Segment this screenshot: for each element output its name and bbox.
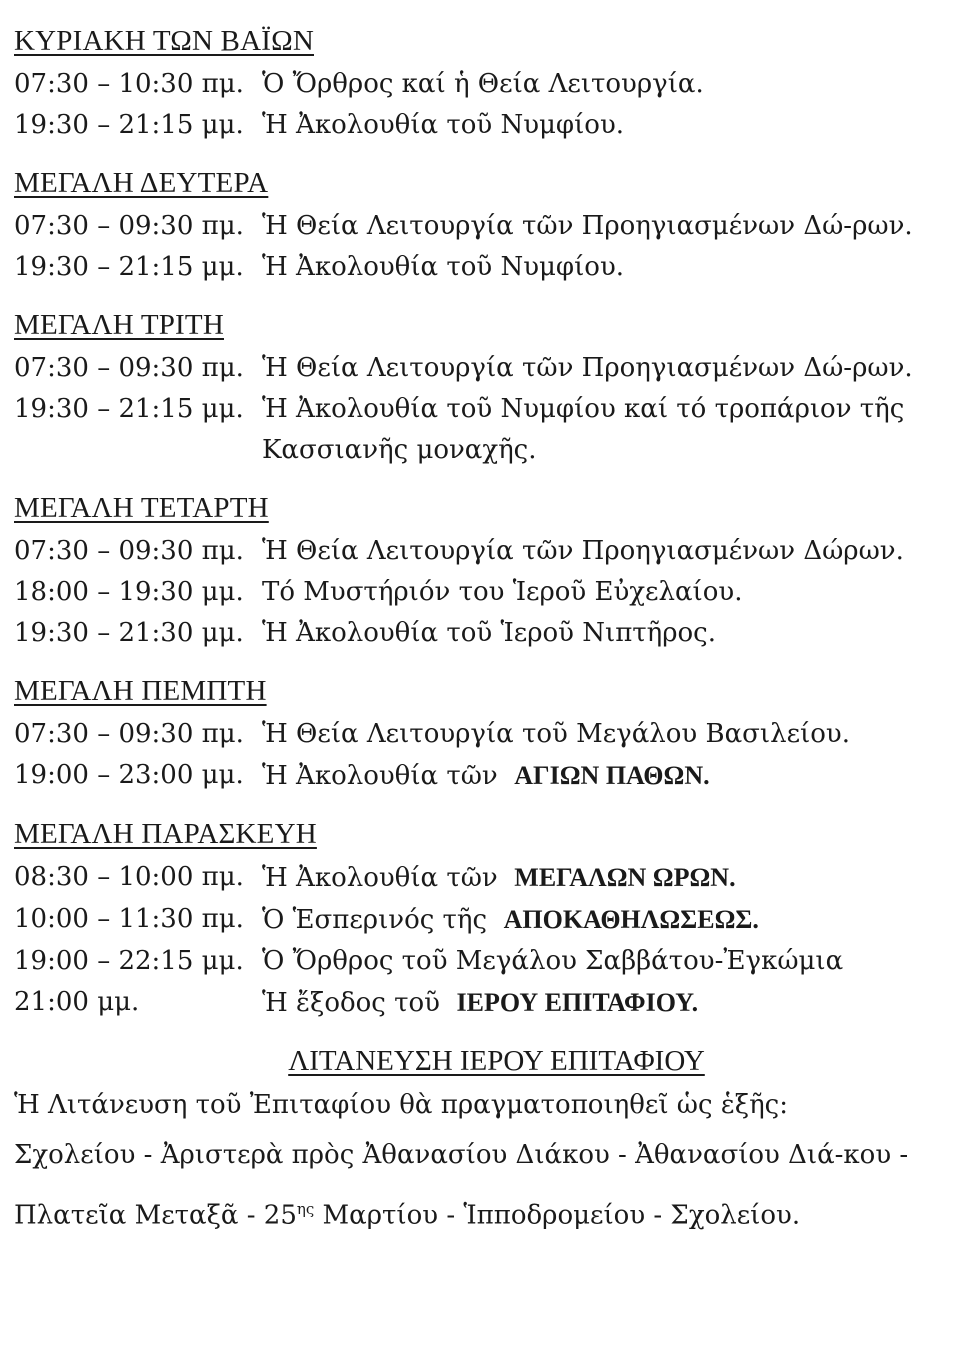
service-time: 07:30 – 09:30 πμ. <box>14 211 244 241</box>
service-text: Ἡ Ἀκολουθία τῶν <box>262 761 498 791</box>
route-text: Σχολείου - Ἀριστερὰ πρὸς Ἀθανασίου Διάκου - Ἀθανασίου Διά-κου - Πλατεῖα Μεταξᾶ - 25 <box>14 1140 909 1231</box>
service-description <box>262 857 959 899</box>
service-description <box>262 982 959 1024</box>
service-description <box>262 755 959 797</box>
schedule-row <box>14 531 959 572</box>
service-time: 07:30 – 09:30 πμ. <box>14 719 244 749</box>
schedule-document <box>14 22 959 1243</box>
service-time: 19:00 – 22:15 μμ. <box>14 946 244 976</box>
day-section <box>14 22 959 146</box>
service-text: Ἡ Θεία Λειτουργία τῶν Προηγιασμένων Δώρων. <box>262 536 904 566</box>
service-description <box>262 64 959 105</box>
service-time: 08:30 – 10:00 πμ. <box>14 862 244 892</box>
schedule-row <box>14 206 959 247</box>
service-description <box>262 613 959 654</box>
litany-intro: Ἡ Λιτάνευση τοῦ Ἐπιταφίου θὰ πραγματοποιηθεῖ ὡς ἑξῆς: <box>14 1090 789 1120</box>
schedule-row <box>14 857 959 899</box>
service-description <box>262 531 959 572</box>
schedule-row <box>14 64 959 105</box>
day-title: ΜΕΓΑΛΗ ΠΕΜΠΤΗ <box>14 675 267 707</box>
service-emphasis: ΜΕΓΑΛΩΝ ΩΡΩΝ. <box>514 863 736 892</box>
schedule-row <box>14 572 959 613</box>
service-time: 21:00 μμ. <box>14 987 140 1017</box>
schedule-row <box>14 348 959 389</box>
route-text: Μαρτίου - Ἱπποδρομείου - Σχολείου. <box>314 1200 801 1231</box>
service-text: Ἡ Θεία Λειτουργία τοῦ Μεγάλου Βασιλείου. <box>262 719 850 749</box>
day-section <box>14 489 959 654</box>
service-emphasis: ΑΓΙΩΝ ΠΑΘΩΝ. <box>514 761 710 790</box>
service-time: 07:30 – 09:30 πμ. <box>14 536 244 566</box>
service-description <box>262 348 959 389</box>
day-title: ΜΕΓΑΛΗ ΔΕΥΤΕΡΑ <box>14 167 269 199</box>
day-section <box>14 306 959 471</box>
service-text: Ἡ Θεία Λειτουργία τῶν Προηγιασμένων Δώ-ρων. <box>262 211 913 241</box>
litany-title: ΛΙΤΑΝΕΥΣΗ ΙΕΡΟΥ ΕΠΙΤΑΦΙΟΥ <box>288 1045 705 1077</box>
service-description <box>262 247 959 288</box>
service-text: Ἡ Θεία Λειτουργία τῶν Προηγιασμένων Δώ-ρων. <box>262 353 913 383</box>
schedule-row <box>14 389 959 471</box>
service-description <box>262 105 959 146</box>
day-section <box>14 672 959 797</box>
service-text: Ἡ ἔξοδος τοῦ <box>262 988 440 1018</box>
service-text: Ὁ Ὄρθρος τοῦ Μεγάλου Σαββάτου-Ἐγκώμια <box>262 946 844 976</box>
service-time: 19:30 – 21:15 μμ. <box>14 110 244 140</box>
day-title: ΜΕΓΑΛΗ ΠΑΡΑΣΚΕΥΗ <box>14 818 317 850</box>
schedule-row <box>14 247 959 288</box>
service-text: Ὁ Ἑσπερινός τῆς <box>262 905 488 935</box>
service-text: Ἡ Ἀκολουθία τοῦ Ἱεροῦ Νιπτῆρος. <box>262 618 717 648</box>
schedule-row <box>14 105 959 146</box>
schedule-row <box>14 941 959 982</box>
service-time: 07:30 – 09:30 πμ. <box>14 353 244 383</box>
ordinal-suffix: ης <box>296 1200 315 1218</box>
service-text: Ὁ Ὄρθρος καί ἡ Θεία Λειτουργία. <box>262 69 704 99</box>
service-time: 19:30 – 21:15 μμ. <box>14 394 244 424</box>
service-time: 18:00 – 19:30 μμ. <box>14 577 244 607</box>
service-time: 19:00 – 23:00 μμ. <box>14 760 244 790</box>
service-text: Ἡ Ἀκολουθία τοῦ Νυμφίου. <box>262 110 625 140</box>
service-description <box>262 572 959 613</box>
schedule-row <box>14 755 959 797</box>
service-text: Ἡ Ἀκολουθία τῶν <box>262 863 498 893</box>
schedule-row <box>14 613 959 654</box>
service-description <box>262 899 959 941</box>
service-description <box>262 389 959 471</box>
service-text: Ἡ Ἀκολουθία τοῦ Νυμφίου καί τό τροπάριον τῆς Κασσιανῆς μοναχῆς. <box>262 394 905 465</box>
litany-route <box>14 1128 959 1243</box>
schedule-row <box>14 982 959 1024</box>
service-description <box>262 714 959 755</box>
service-text: Τό Μυστήριόν του Ἱεροῦ Εὐχελαίου. <box>262 577 743 607</box>
service-time: 19:30 – 21:15 μμ. <box>14 252 244 282</box>
service-emphasis: ΙΕΡΟΥ ΕΠΙΤΑΦΙΟΥ. <box>456 988 699 1017</box>
day-title: ΜΕΓΑΛΗ ΤΕΤΑΡΤΗ <box>14 492 269 524</box>
service-description <box>262 941 959 982</box>
service-emphasis: ΑΠΟΚΑΘΗΛΩΣΕΩΣ. <box>503 905 759 934</box>
day-title: ΚΥΡΙΑΚΗ ΤΩΝ ΒΑΪΩΝ <box>14 25 314 57</box>
schedule-row <box>14 714 959 755</box>
service-time: 07:30 – 10:30 πμ. <box>14 69 244 99</box>
service-time: 10:00 – 11:30 πμ. <box>14 904 244 934</box>
day-section <box>14 815 959 1024</box>
day-section <box>14 164 959 288</box>
day-title: ΜΕΓΑΛΗ ΤΡΙΤΗ <box>14 309 224 341</box>
schedule-row <box>14 899 959 941</box>
service-description <box>262 206 959 247</box>
service-time: 19:30 – 21:30 μμ. <box>14 618 244 648</box>
service-text: Ἡ Ἀκολουθία τοῦ Νυμφίου. <box>262 252 625 282</box>
